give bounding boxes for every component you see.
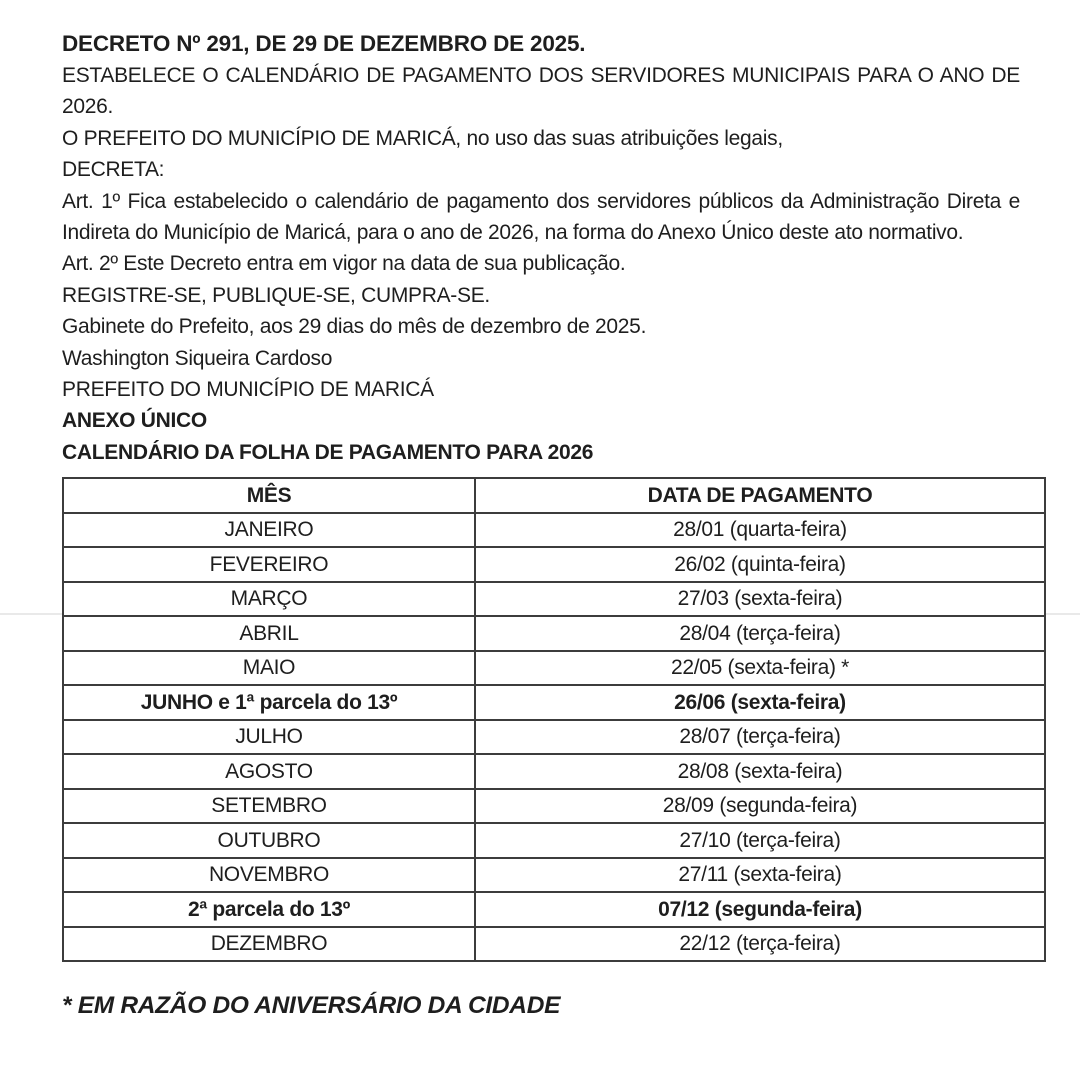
date-cell: 28/01 (quarta-feira): [475, 513, 1045, 548]
date-cell: 28/08 (sexta-feira): [475, 754, 1045, 789]
table-row: [63, 616, 1045, 651]
table-row: [63, 513, 1045, 548]
column-header-month: MÊS: [63, 478, 475, 513]
month-cell: FEVEREIRO: [63, 547, 475, 582]
signature-name: Washington Siqueira Cardoso: [62, 346, 333, 370]
article-1: Art. 1º Fica estabelecido o calendário de pagamento dos servidores públicos da Administração Direta e Indireta do Município de Maricá, para o ano de 2026, na forma do Anexo Único deste ato normativo.: [62, 189, 1020, 245]
gabinete-line: Gabinete do Prefeito, aos 29 dias do mês de dezembro de 2025.: [62, 315, 647, 339]
article-2: Art. 2º Este Decreto entra em vigor na data de sua publicação.: [62, 252, 626, 276]
date-cell: 26/06 (sexta-feira): [475, 685, 1045, 720]
month-cell: JULHO: [63, 720, 475, 755]
table-row: [63, 823, 1045, 858]
date-cell: 26/02 (quinta-feira): [475, 547, 1045, 582]
decree-summary: ESTABELECE O CALENDÁRIO DE PAGAMENTO DOS SERVIDORES MUNICIPAIS PARA O ANO DE 2026.: [62, 64, 1020, 119]
table-row: [63, 754, 1045, 789]
table-row: [63, 547, 1045, 582]
table-row: [63, 789, 1045, 824]
table-row: [63, 927, 1045, 962]
footnote: * EM RAZÃO DO ANIVERSÁRIO DA CIDADE: [62, 992, 561, 1020]
table-row: [63, 720, 1045, 755]
month-cell: JANEIRO: [63, 513, 475, 548]
table-row: [63, 651, 1045, 686]
date-cell: 22/12 (terça-feira): [475, 927, 1045, 962]
month-cell: SETEMBRO: [63, 789, 475, 824]
decree-preamble: O PREFEITO DO MUNICÍPIO DE MARICÁ, no uso das suas atribuições legais,: [62, 126, 783, 150]
decree-title: DECRETO Nº 291, DE 29 DE DEZEMBRO DE 2025.: [62, 31, 586, 56]
date-cell: 28/07 (terça-feira): [475, 720, 1045, 755]
registre-line: REGISTRE-SE, PUBLIQUE-SE, CUMPRA-SE.: [62, 283, 490, 307]
date-cell: 28/09 (segunda-feira): [475, 789, 1045, 824]
date-cell: 27/10 (terça-feira): [475, 823, 1045, 858]
table-row: [63, 582, 1045, 617]
signature-title: PREFEITO DO MUNICÍPIO DE MARICÁ: [62, 378, 434, 402]
month-cell: AGOSTO: [63, 754, 475, 789]
date-cell: 28/04 (terça-feira): [475, 616, 1045, 651]
annex-heading: ANEXO ÚNICO: [62, 409, 207, 433]
month-cell: MARÇO: [63, 582, 475, 617]
month-cell: ABRIL: [63, 616, 475, 651]
table-row: [63, 685, 1045, 720]
column-header-date: DATA DE PAGAMENTO: [475, 478, 1045, 513]
month-cell: MAIO: [63, 651, 475, 686]
table-header-row: [63, 478, 1045, 513]
payment-calendar-table: [62, 477, 1046, 962]
date-cell: 27/03 (sexta-feira): [475, 582, 1045, 617]
month-cell: JUNHO e 1ª parcela do 13º: [63, 685, 475, 720]
month-cell: OUTUBRO: [63, 823, 475, 858]
table-row: [63, 892, 1045, 927]
decreta-label: DECRETA:: [62, 158, 165, 182]
date-cell: 07/12 (segunda-feira): [475, 892, 1045, 927]
date-cell: 27/11 (sexta-feira): [475, 858, 1045, 893]
month-cell: DEZEMBRO: [63, 927, 475, 962]
date-cell: 22/05 (sexta-feira) *: [475, 651, 1045, 686]
table-row: [63, 858, 1045, 893]
month-cell: NOVEMBRO: [63, 858, 475, 893]
calendar-heading: CALENDÁRIO DA FOLHA DE PAGAMENTO PARA 2026: [62, 440, 594, 464]
month-cell: 2ª parcela do 13º: [63, 892, 475, 927]
